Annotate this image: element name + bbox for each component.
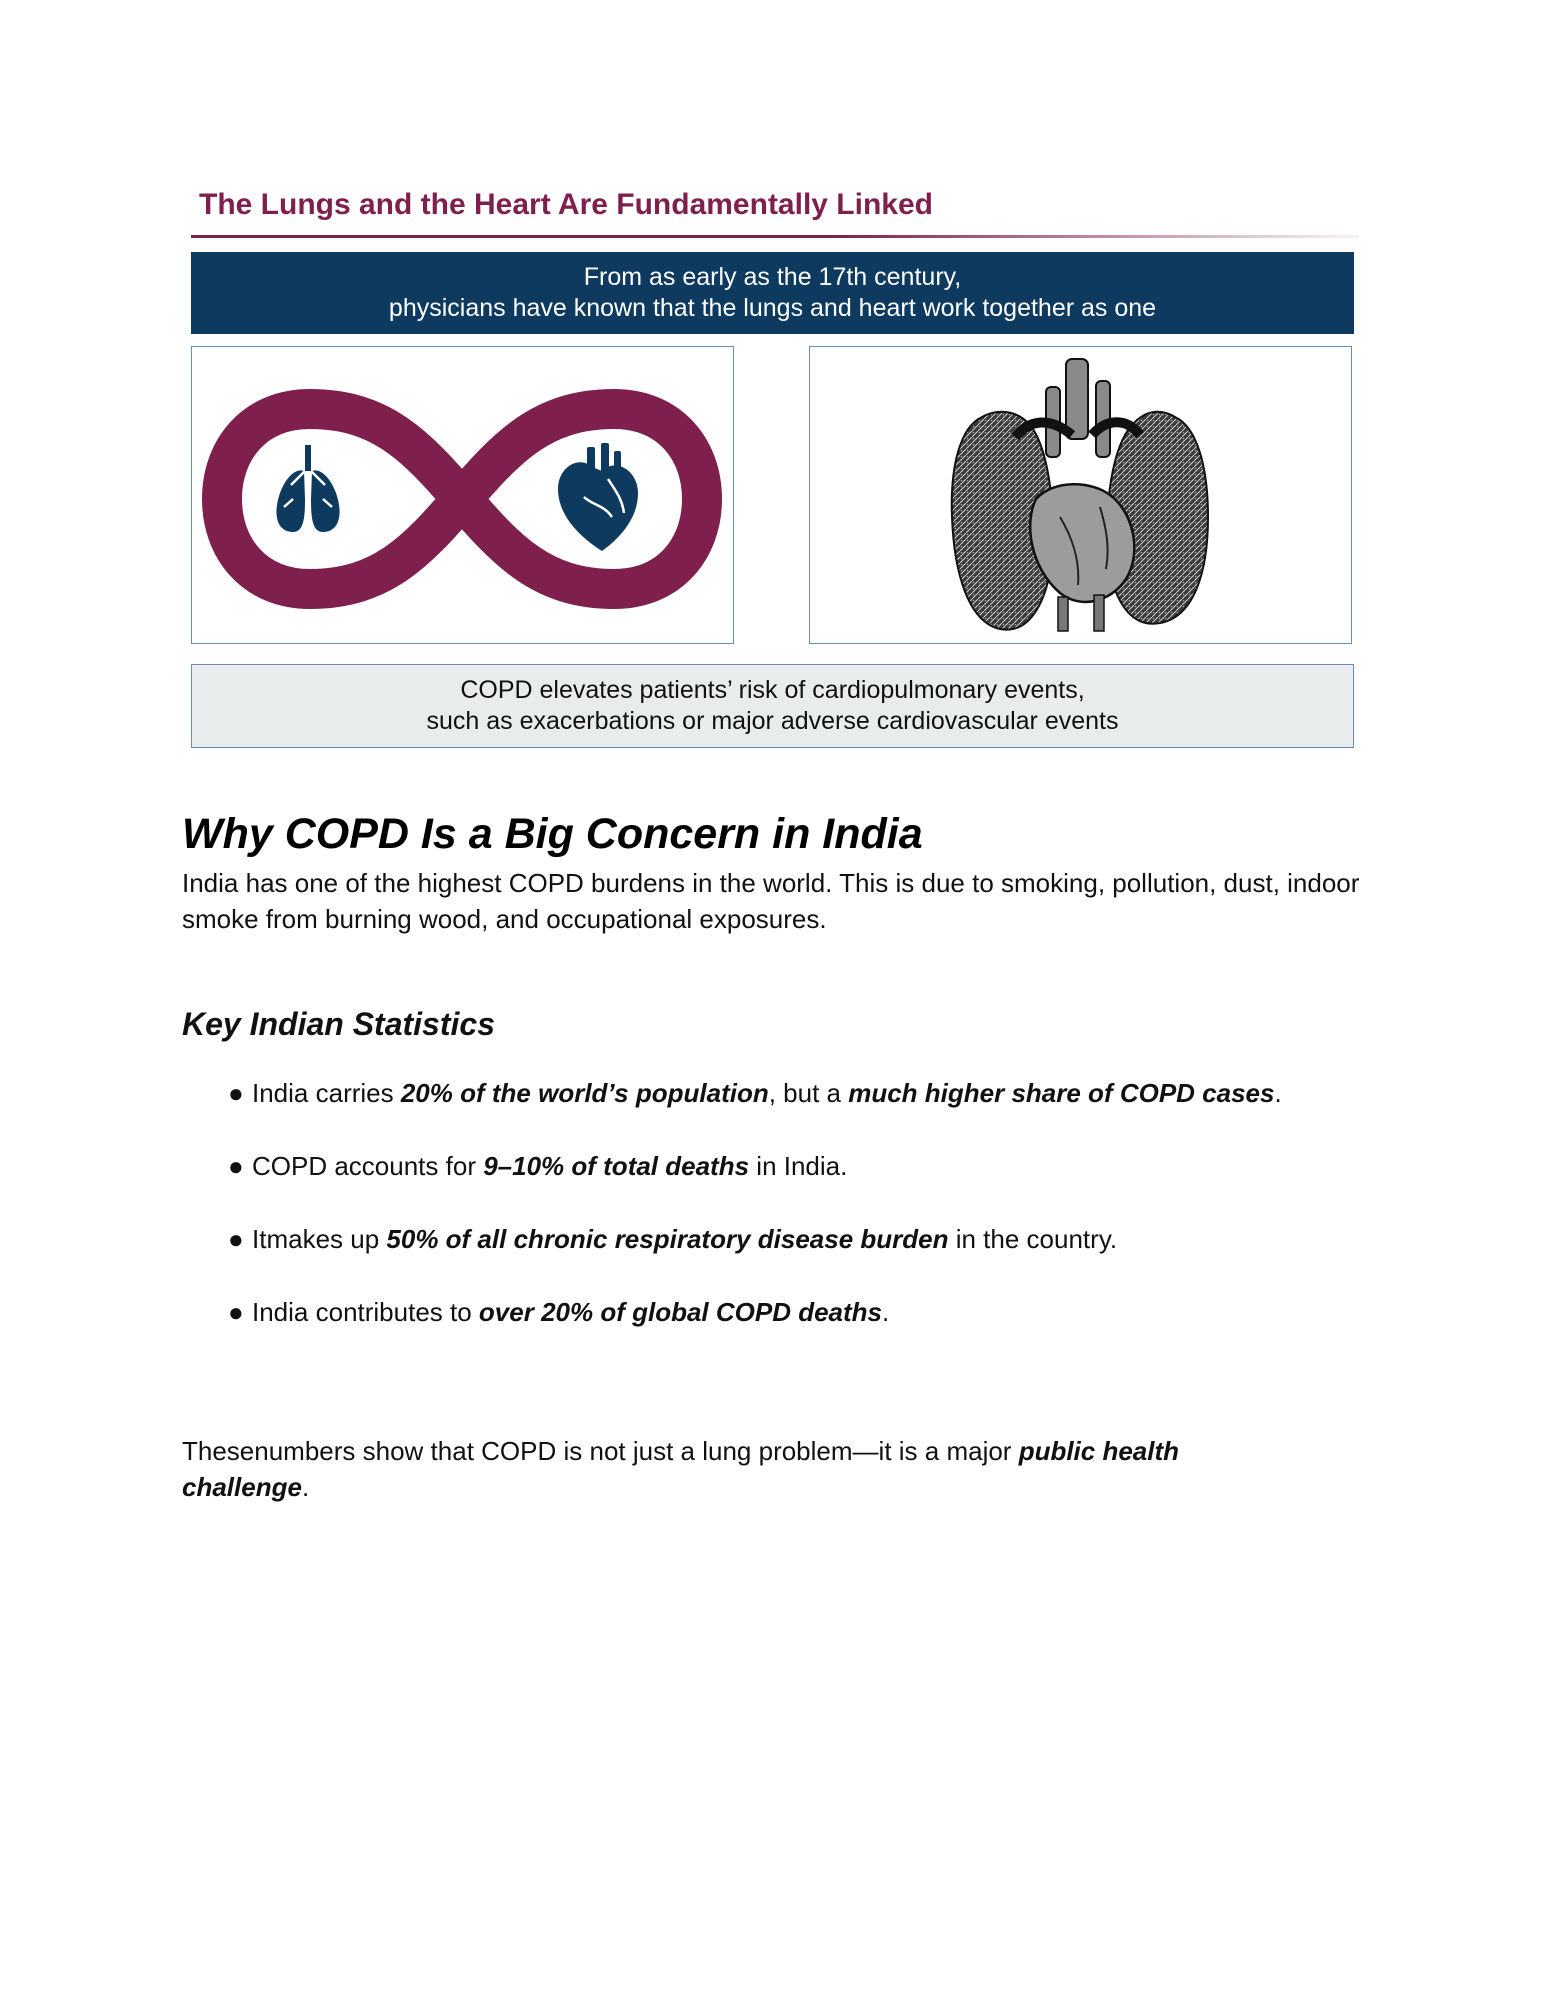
list-item: ● India contributes to over 20% of global COPD deaths.: [228, 1294, 1308, 1330]
banner-line-2: physicians have known that the lungs and heart work together as one: [388, 294, 1157, 322]
list-item: ● COPD accounts for 9–10% of total deaths in India.: [228, 1148, 1308, 1184]
bullet-icon: ●: [228, 1078, 244, 1108]
figure-banner: [191, 252, 1354, 334]
stats-heading: Key Indian Statistics: [182, 1006, 495, 1042]
stats-list: [228, 1075, 1308, 1367]
bullet-icon: ●: [228, 1224, 244, 1254]
list-item: ● India carries 20% of the world’s population, but a much higher share of COPD cases.: [228, 1075, 1308, 1111]
list-item: ● Itmakes up 50% of all chronic respiratory disease burden in the country.: [228, 1221, 1308, 1257]
section-intro: India has one of the highest COPD burdens in the world. This is due to smoking, pollution, dust, indoor smoke from burning wood, and occupational exposures.: [182, 868, 1360, 934]
bullet-icon: ●: [228, 1297, 244, 1327]
lungs-heart-figure: [185, 180, 1360, 755]
footer-line-1: COPD elevates patients’ risk of cardiopulmonary events,: [460, 676, 1085, 704]
figure-footer: [191, 664, 1354, 748]
closing-paragraph: Thesenumbers show that COPD is not just a lung problem—it is a major public health challenge.: [182, 1436, 1180, 1502]
figure-title-rule: [191, 235, 1359, 238]
footer-line-2: such as exacerbations or major adverse cardiovascular events: [426, 707, 1119, 735]
bullet-icon: ●: [228, 1151, 244, 1181]
infinity-panel: [191, 346, 734, 644]
anatomical-panel: [809, 346, 1352, 644]
figure-title: The Lungs and the Heart Are Fundamentally Linked: [199, 188, 933, 221]
banner-line-1: From as early as the 17th century,: [583, 263, 962, 291]
anatomical-heart-lungs-illustration: [810, 347, 1350, 642]
section-heading: Why COPD Is a Big Concern in India: [182, 810, 923, 858]
lungs-icon: [276, 445, 339, 532]
heart-icon: [558, 443, 638, 551]
infinity-icon: [192, 347, 732, 642]
